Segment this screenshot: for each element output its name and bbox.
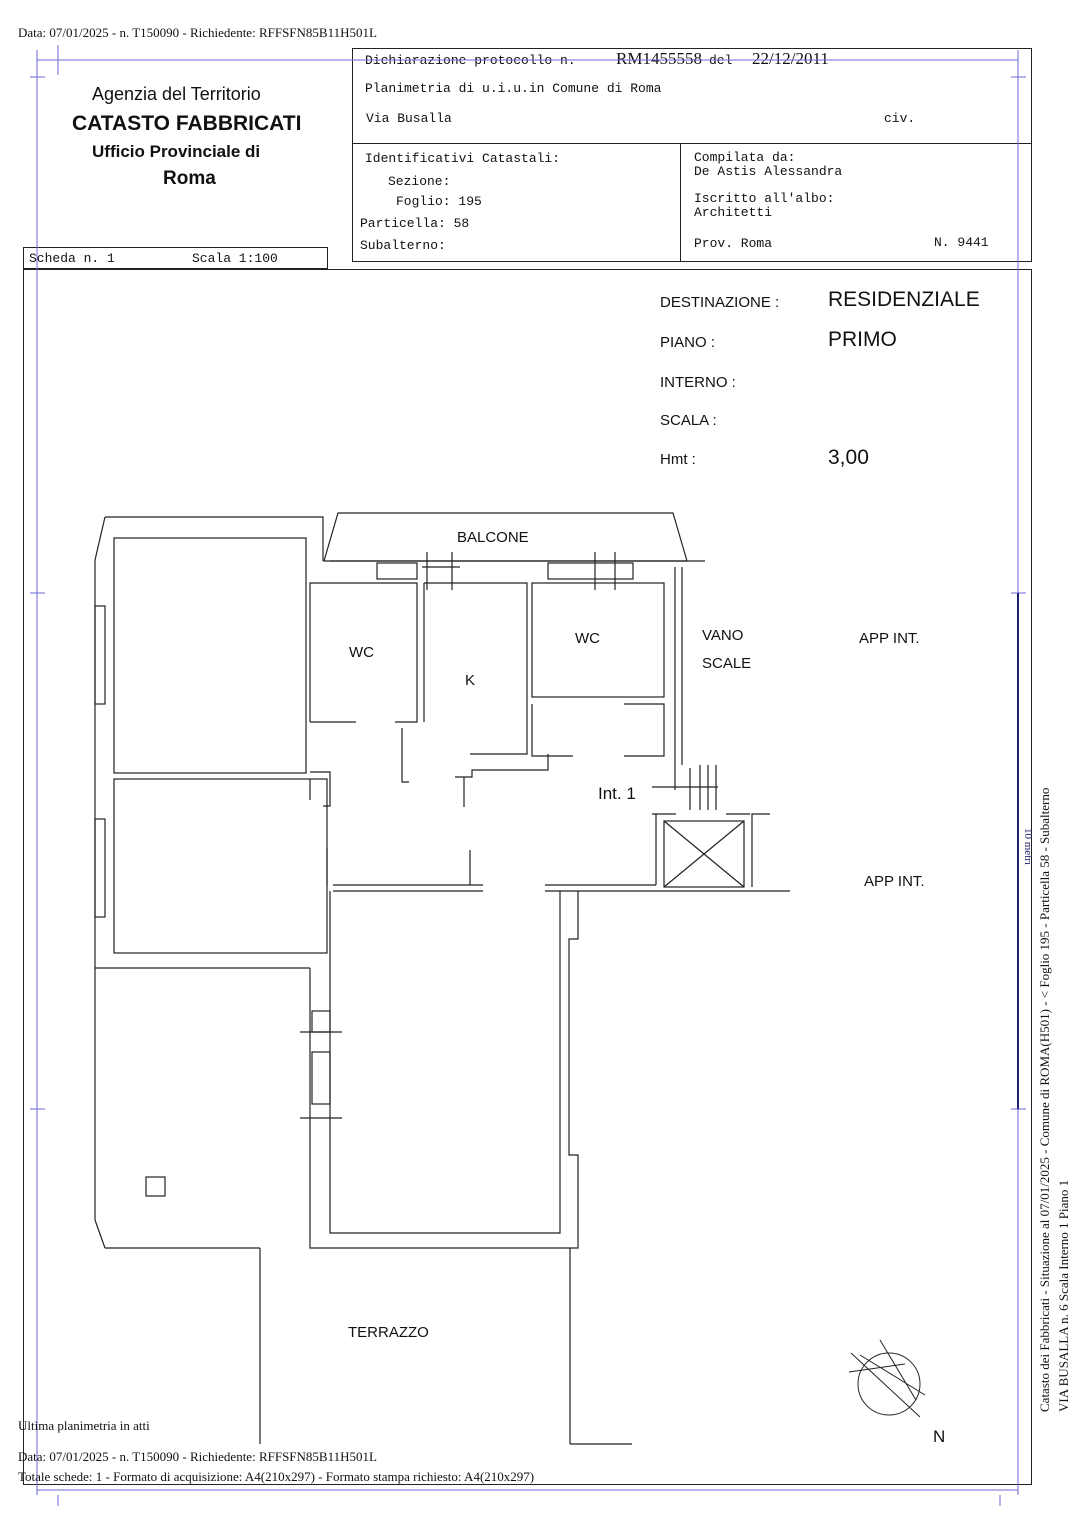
compiler-label: Compilata da: [694, 150, 796, 165]
north-arrow-icon [849, 1340, 925, 1417]
catasto-title: CATASTO FABBRICATI [72, 112, 302, 135]
foglio: Foglio: 195 [396, 194, 482, 209]
protocol-label: Dichiarazione protocollo n. [365, 53, 576, 68]
plan-line: Planimetria di u.i.u.in Comune di Roma [365, 81, 662, 96]
header-request-line: Data: 07/01/2025 - n. T150090 - Richiedente: RFFSFN85B11H501L [18, 25, 377, 40]
province: Prov. Roma [694, 236, 773, 251]
footer-totals: Totale schede: 1 - Formato di acquisizione: A4(210x297) - Formato stampa richiesto: A4(210x297) [18, 1469, 535, 1484]
label-app-int-1: APP INT. [859, 630, 920, 647]
label-vano: VANO [702, 627, 744, 644]
hmt-value: 3,00 [828, 446, 869, 469]
footer-last-plan: Ultima planimetria in atti [18, 1418, 150, 1433]
piano-value: PRIMO [828, 328, 897, 351]
civ-label: civ. [884, 111, 916, 126]
label-app-int-2: APP INT. [864, 873, 925, 890]
side-address-line: VIA BUSALLA n. 6 Scala Interno 1 Piano 1 [1056, 1179, 1071, 1412]
scale-bar-stamp: 10 metri [1022, 828, 1034, 865]
registration-guides [30, 45, 1026, 1506]
label-terrazzo: TERRAZZO [348, 1324, 429, 1341]
albo-label: Iscritto all'albo: [694, 191, 835, 206]
protocol-number: RM1455558 [616, 49, 702, 68]
protocol-del-label: del [709, 53, 733, 68]
identifiers-heading: Identificativi Catastali: [365, 151, 561, 166]
label-scale: SCALE [702, 655, 752, 672]
office-city: Roma [163, 168, 216, 189]
label-int-1: Int. 1 [598, 784, 636, 803]
destination-label: DESTINAZIONE : [660, 294, 780, 311]
albo-value: Architetti [694, 205, 773, 220]
particella: Particella: 58 [360, 216, 470, 231]
label-kitchen: K [465, 672, 476, 689]
walls [95, 513, 790, 1444]
hmt-label: Hmt : [660, 451, 696, 468]
registration-number: N. 9441 [934, 235, 989, 250]
subalterno: Subalterno: [360, 238, 446, 253]
sezione: Sezione: [388, 174, 451, 189]
label-north: N [933, 1427, 946, 1446]
office-name: Ufficio Provinciale di [92, 142, 261, 161]
side-situation-line: Catasto dei Fabbricati - Situazione al 07/01/2025 - Comune di ROMA(H501) - < Foglio 195 - Particella 58 - Subalterno [1037, 787, 1052, 1412]
interno-label: INTERNO : [660, 374, 736, 391]
label-balcone: BALCONE [457, 529, 529, 546]
street-name: Via Busalla [366, 111, 452, 126]
destination-value: RESIDENZIALE [828, 288, 980, 311]
scheda-number: Scheda n. 1 [29, 251, 115, 266]
protocol-date: 22/12/2011 [752, 49, 829, 68]
piano-label: PIANO : [660, 334, 716, 351]
label-wc-1: WC [349, 644, 374, 661]
compiler-name: De Astis Alessandra [694, 164, 843, 179]
scala-label: SCALA : [660, 412, 717, 429]
scheda-scale: Scala 1:100 [192, 251, 278, 266]
agency-name: Agenzia del Territorio [92, 84, 261, 104]
footer-request-line: Data: 07/01/2025 - n. T150090 - Richiedente: RFFSFN85B11H501L [18, 1449, 377, 1464]
label-wc-2: WC [575, 630, 600, 647]
